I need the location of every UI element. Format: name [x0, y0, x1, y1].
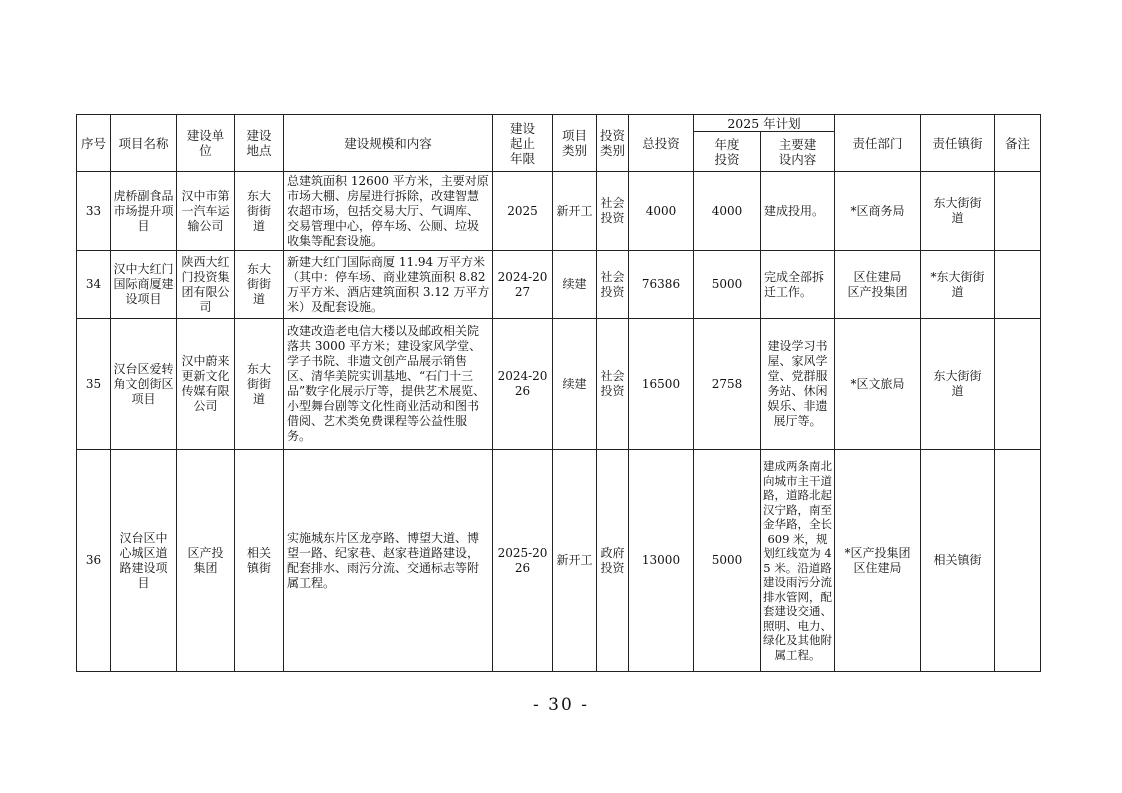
header-department: 责任部门 [835, 115, 921, 172]
cell-street: *东大街街道 [921, 251, 995, 319]
cell-scope: 改建改造老电信大楼以及邮政相关院落共 3000 平方米；建设家风学堂、学子书院、非遗文创产品展示销售区、清华美院实训基地、“石门十三品”数字化展示厅等，提供艺术展览、小型舞台剧等文化性商业活动和图书借阅、艺术类免费课程等公益性服务。 [284, 319, 493, 450]
cell-main-content: 完成全部拆迁工作。 [761, 251, 835, 319]
cell-build-location: 东大街街道 [235, 319, 284, 450]
cell-annual-investment: 5000 [694, 450, 761, 672]
cell-annual-investment: 5000 [694, 251, 761, 319]
cell-main-content: 建成投用。 [761, 172, 835, 251]
cell-build-location: 东大街街道 [235, 251, 284, 319]
cell-seq: 36 [77, 450, 111, 672]
cell-seq: 34 [77, 251, 111, 319]
header-plan-group: 2025 年计划 [694, 115, 835, 132]
cell-seq: 33 [77, 172, 111, 251]
cell-department: *区商务局 [835, 172, 921, 251]
cell-category: 续建 [553, 251, 597, 319]
header-main-content: 主要建设内容 [761, 132, 835, 172]
cell-invest-type: 社会投资 [597, 172, 629, 251]
cell-category: 新开工 [553, 450, 597, 672]
cell-scope: 实施城东片区龙亭路、博望大道、博望一路、纪家巷、赵家巷道路建设，配套排水、雨污分流、交通标志等附属工程。 [284, 450, 493, 672]
header-remark: 备注 [995, 115, 1041, 172]
page-number: - 30 - [533, 695, 589, 715]
cell-build-location: 东大街街道 [235, 172, 284, 251]
cell-annual-investment: 4000 [694, 172, 761, 251]
cell-category: 续建 [553, 319, 597, 450]
cell-annual-investment: 2758 [694, 319, 761, 450]
cell-scope: 新建大红门国际商厦 11.94 万平方米（其中：停车场、商业建筑面积 8.82 万平方米、酒店建筑面积 3.12 万平方米）及配套设施。 [284, 251, 493, 319]
header-build-unit: 建设单位 [177, 115, 235, 172]
cell-department: *区文旅局 [835, 319, 921, 450]
header-category: 项目类别 [553, 115, 597, 172]
cell-period: 2025 [493, 172, 553, 251]
header-total-investment: 总投资 [629, 115, 694, 172]
header-seq: 序号 [77, 115, 111, 172]
header-build-location: 建设地点 [235, 115, 284, 172]
cell-department: 区住建局 区产投集团 [835, 251, 921, 319]
cell-project-name: 汉台区中心城区道路建设项目 [111, 450, 177, 672]
cell-remark [995, 450, 1041, 672]
cell-build-unit: 陕西大红门投资集团有限公司 [177, 251, 235, 319]
table-row [77, 172, 1041, 251]
cell-project-name: 汉中大红门国际商厦建设项目 [111, 251, 177, 319]
header-street: 责任镇街 [921, 115, 995, 172]
cell-period: 2025-2026 [493, 450, 553, 672]
cell-main-content: 建设学习书屋、家风学堂、党群服务站、休闲娱乐、非遗展厅等。 [761, 319, 835, 450]
cell-invest-type: 社会投资 [597, 319, 629, 450]
table-row [77, 319, 1041, 450]
table-row [77, 251, 1041, 319]
cell-category: 新开工 [553, 172, 597, 251]
cell-invest-type: 社会投资 [597, 251, 629, 319]
cell-street: 相关镇街 [921, 450, 995, 672]
cell-department: *区产投集团 区住建局 [835, 450, 921, 672]
cell-build-unit: 区产投集团 [177, 450, 235, 672]
cell-build-unit: 汉中市第一汽车运输公司 [177, 172, 235, 251]
cell-total-investment: 4000 [629, 172, 694, 251]
cell-scope: 总建筑面积 12600 平方米，主要对原市场大棚、房屋进行拆除，改建智慧农超市场，包括交易大厅、气调库、交易管理中心，停车场、公厕、垃圾收集等配套设施。 [284, 172, 493, 251]
cell-remark [995, 172, 1041, 251]
header-annual-investment: 年度投资 [694, 132, 761, 172]
cell-total-investment: 76386 [629, 251, 694, 319]
cell-seq: 35 [77, 319, 111, 450]
cell-period: 2024-2027 [493, 251, 553, 319]
table-row [77, 450, 1041, 672]
cell-remark [995, 251, 1041, 319]
header-scope: 建设规模和内容 [284, 115, 493, 172]
cell-street: 东大街街道 [921, 172, 995, 251]
cell-total-investment: 13000 [629, 450, 694, 672]
cell-project-name: 虎桥副食品市场提升项目 [111, 172, 177, 251]
cell-main-content: 建成两条南北向城市主干道路，道路北起汉宁路，南至金华路，全长 609 米，规划红线宽为 45 米。沿道路建设雨污分流排水管网，配套建设交通、照明、电力、绿化及其他附属工程。 [761, 450, 835, 672]
cell-street: 东大街街道 [921, 319, 995, 450]
header-project-name: 项目名称 [111, 115, 177, 172]
header-invest-type: 投资类别 [597, 115, 629, 172]
cell-total-investment: 16500 [629, 319, 694, 450]
header-period: 建设起止年限 [493, 115, 553, 172]
cell-project-name: 汉台区爱转角文创街区项目 [111, 319, 177, 450]
cell-invest-type: 政府投资 [597, 450, 629, 672]
cell-remark [995, 319, 1041, 450]
cell-build-location: 相关镇街 [235, 450, 284, 672]
cell-build-unit: 汉中蔚来更新文化传媒有限公司 [177, 319, 235, 450]
cell-period: 2024-2026 [493, 319, 553, 450]
project-table [76, 114, 1041, 672]
